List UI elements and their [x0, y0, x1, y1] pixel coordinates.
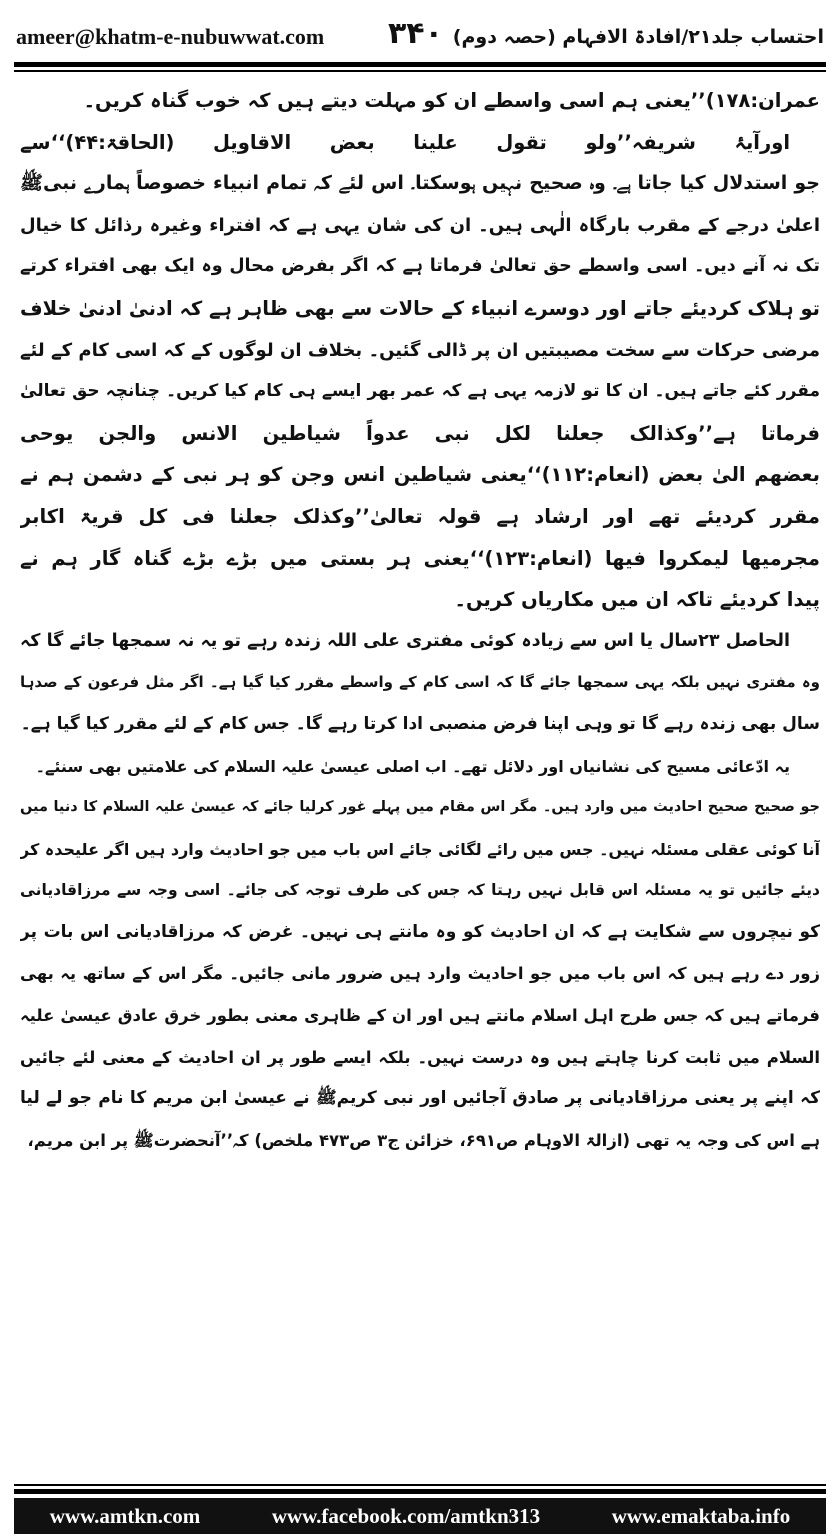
text-line: مجرمیھا لیمکروا فیھا (انعام:۱۲۳)‘‘یعنی ہر بستی میں بڑے بڑے گناہ گار ہم نے: [20, 546, 820, 570]
footer-rule-thick: [14, 1489, 826, 1494]
text-line: مقرر کردیئے تھے اور ارشاد ہے قولہ تعالیٰ’’وکذلک جعلنا فی کل قریۃ اکابر: [20, 504, 820, 528]
text-line: اعلیٰ درجے کے مقرب بارگاہ الٰہی ہیں۔ ان کی شان یہی ہے کہ افتراء وغیرہ رذائل کا خیال: [20, 214, 820, 236]
text-line: السلام میں ثابت کرنا چاہتے ہیں وہ درست نہیں۔ بلکہ ایسے طور پر ان احادیث کے معنی لئے جائیں: [20, 1047, 820, 1067]
page-body: [20, 80, 820, 1475]
header-rule-thick: [14, 62, 826, 67]
text-line: جو استدلال کیا جاتا ہے۔ وہ صحیح نہیں ہوسکتا۔ اس لئے کہ تمام انبیاء خصوصاً ہمارے نبیﷺ: [20, 172, 820, 195]
page-footer: [14, 1498, 826, 1534]
text-line: سال بھی زندہ رہے گا تو وہی اپنا فرض منصبی ادا کرتا رہے گا۔ جس کام کے لئے مقرر کیا گیا ہے۔: [20, 713, 820, 734]
footer-link-facebook[interactable]: www.facebook.com/amtkn313: [271, 1503, 541, 1528]
book-title: احتساب جلد۲۱/افادۃ الافہام (حصہ دوم): [452, 26, 824, 48]
text-line: مقرر کئے جاتے ہیں۔ ان کا تو لازمہ یہی ہے کہ عمر بھر ایسے ہی کام کیا کریں۔ چنانچہ حق تعالیٰ: [20, 381, 820, 402]
text-line: بعضھم الیٰ بعض (انعام:۱۱۲)‘‘یعنی شیاطین انس وجن کو ہر نبی کے دشمن ہم نے: [20, 463, 820, 487]
text-line: اورآیۂ شریفہ’’ولو تقول علینا بعض الاقاویل (الحاقۃ:۴۴)‘‘سے: [20, 130, 790, 154]
text-line: یہ ادّعائی مسیح کی نشانیاں اور دلائل تھے۔ اب اصلی عیسیٰ علیہ السلام کی علامتیں بھی سنئے۔: [35, 756, 790, 776]
footer-link-amtkn[interactable]: www.amtkn.com: [49, 1503, 201, 1528]
footer-rule-thin: [14, 1484, 826, 1486]
header-email[interactable]: ameer@khatm-e-nubuwwat.com: [16, 24, 325, 49]
text-line: دیئے جائیں تو یہ مسئلہ اس قابل نہیں رہتا کہ جس کی طرف توجہ کی جائے۔ اسی وجہ سے مرزاقادیانی: [20, 881, 820, 900]
header-rule-thin: [14, 70, 826, 72]
text-line: پیدا کردیئے تاکہ ان میں مکاریاں کریں۔: [454, 588, 820, 612]
page-header: [16, 14, 824, 60]
text-line: وہ مفتری نہیں بلکہ یہی سمجھا جائے گا کہ اسی کام کے واسطے مقرر کیا گیا ہے۔ اگر مثل فرعون کے صدہا: [20, 673, 820, 692]
text-line: ہے اس کی وجہ یہ تھی (ازالۃ الاوہام ص۶۹۱، خزائن ج۳ ص۴۷۳ ملخص) کہ’’آنحضرتﷺ پر ابن مریم،: [27, 1130, 820, 1150]
text-line: آنا کوئی عقلی مسئلہ نہیں۔ جس میں رائے لگائی جائے اس باب میں جو احادیث وارد ہیں اگر علیحدہ کر: [20, 839, 820, 859]
text-line: الحاصل ۲۳سال یا اس سے زیادہ کوئی مفتری علی اللہ زندہ رہے تو یہ نہ سمجھا جائے گا کہ: [20, 630, 790, 651]
text-line: زور دے رہے ہیں کہ اس باب میں جو احادیث وارد ہیں ضرور مانی جائیں۔ مگر اس کے ساتھ یہ بھی: [20, 964, 820, 984]
page-number: ۳۴۰: [388, 16, 443, 51]
text-line: فرماتا ہے’’وکذالک جعلنا لکل نبی عدواً شیاطین الانس والجن یوحی: [20, 421, 820, 445]
text-line: کو نیچروں سے شکایت ہے کہ ان احادیث کو وہ مانتے ہی نہیں۔ غرض کہ مرزاقادیانی اس بات پر: [20, 921, 820, 942]
text-line: کہ اپنے پر یعنی مرزاقادیانی پر صادق آجائیں اور نبی کریمﷺ نے عیسیٰ ابن مریم کا نام جو لے لیا: [20, 1088, 820, 1109]
text-line: جو صحیح صحیح احادیث میں وارد ہیں۔ مگر اس مقام میں پہلے غور کرلیا جائے کہ عیسیٰ علیہ السلام کا دنیا میں: [20, 799, 820, 816]
text-line: تو ہلاک کردیئے جاتے اور دوسرے انبیاء کے حالات سے بھی ظاہر ہے کہ ادنیٰ ادنیٰ خلاف: [20, 296, 820, 320]
text-line: فرماتے ہیں کہ جس طرح اہل اسلام مانتے ہیں اور ان کے ظاہری معنی بطور خرق عادق عیسیٰ علیہ: [20, 1006, 820, 1026]
text-line: عمران:۱۷۸)’’یعنی ہم اسی واسطے ان کو مہلت دیتے ہیں کہ خوب گناہ کریں۔: [83, 89, 820, 112]
footer-link-emaktaba[interactable]: www.emaktaba.info: [611, 1503, 791, 1528]
text-line: تک نہ آنے دیں۔ اسی واسطے حق تعالیٰ فرماتا ہے کہ اگر بفرض محال وہ ایک بھی افتراء کرتے: [20, 256, 820, 277]
text-line: مرضی حرکات سے سخت مصیبتیں ان پر ڈالی گئیں۔ بخلاف ان لوگوں کے کہ اسی کام کے لئے: [20, 339, 820, 361]
